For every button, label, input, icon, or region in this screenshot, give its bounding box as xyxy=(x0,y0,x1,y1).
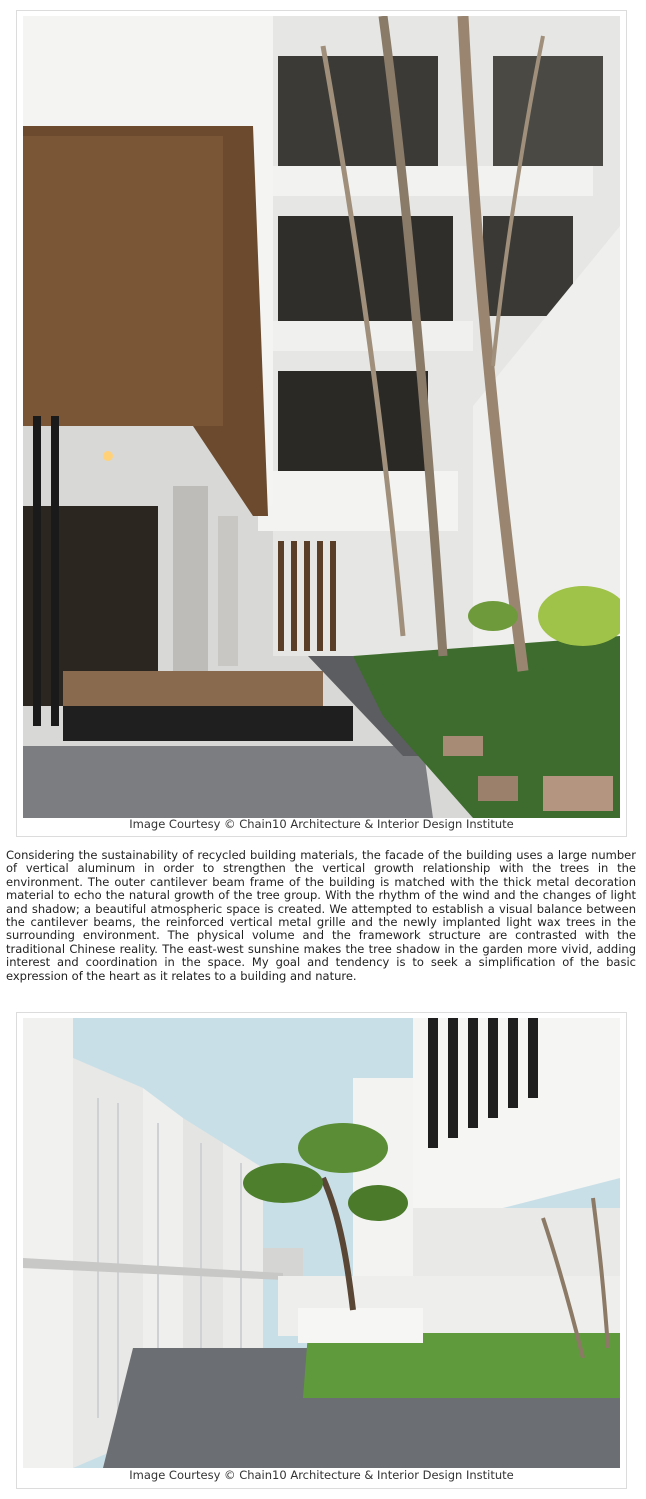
article-paragraph: Considering the sustainability of recycled building materials, the facade of the building uses a large number of vertical aluminum in order to strengthen the vertical growth relationship with the trees in the environment. The outer cantilever beam frame of the building is matched with the thick metal decoration material to echo the natural growth of the tree group. With the rhythm of the wind and the changes of light and shadow; a beautiful atmospheric space is created. We attempted to establish a visual balance between the cantilever beams, the reinforced vertical metal grille and the newly implanted light wax trees in the surrounding environment. The physical volume and the framework structure are contrasted with the traditional Chinese reality. The east-west sunshine makes the tree shadow in the garden more vivid, adding interest and coordination in the space. My goal and tendency is to seek a simplification of the basic expression of the heart as it relates to a building and nature. xyxy=(6,848,636,983)
figure-2 xyxy=(16,1012,627,1489)
photo-terrace-garden xyxy=(23,1018,620,1468)
photo-courtyard-cantilever xyxy=(23,16,620,818)
figure-2-caption: Image Courtesy © Chain10 Architecture & Interior Design Institute xyxy=(129,1468,514,1482)
figure-1-caption: Image Courtesy © Chain10 Architecture & Interior Design Institute xyxy=(129,817,514,831)
figure-1 xyxy=(16,10,627,837)
